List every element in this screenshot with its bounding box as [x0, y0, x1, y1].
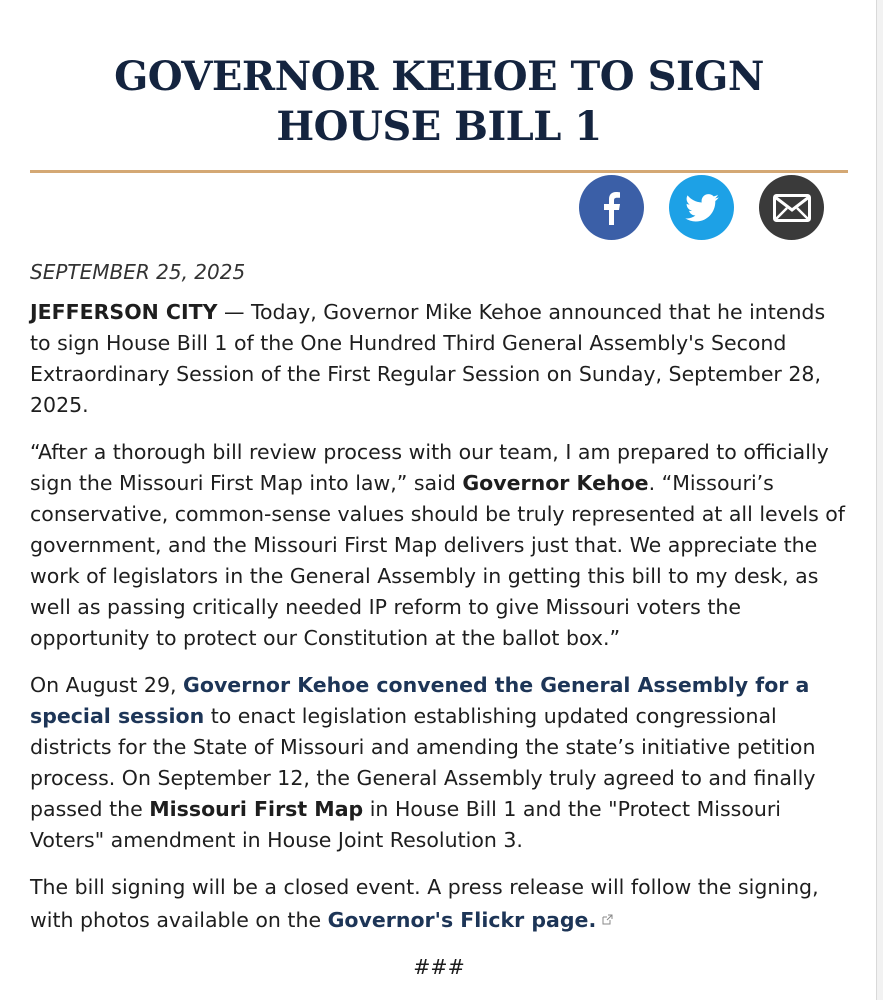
paragraph-2-text-a: “After a thorough bill review process with our team, I am prepared to officially sign the Missouri First Map into law,” said	[30, 440, 829, 495]
paragraph-3-text-c: in House Bill 1 and the "Protect Missouri Voters" amendment in House Joint Resolution 3.	[30, 797, 781, 852]
twitter-icon	[685, 194, 719, 222]
paragraph-4	[30, 872, 848, 936]
share-bar	[30, 175, 848, 240]
end-mark: ###	[413, 955, 465, 979]
scrollbar[interactable]	[876, 0, 883, 1000]
governor-name: Governor Kehoe	[462, 471, 649, 495]
facebook-icon	[597, 191, 627, 225]
special-session-link[interactable]: Governor Kehoe convened the General Assembly for a special session	[30, 673, 810, 728]
paragraph-2	[30, 437, 848, 654]
share-twitter-button[interactable]	[669, 175, 734, 240]
page-title: GOVERNOR KEHOE TO SIGN HOUSE BILL 1	[114, 53, 764, 150]
paragraph-4-text: The bill signing will be a closed event. A press release will follow the signing, with photos available on the	[30, 875, 819, 932]
paragraph-1	[30, 297, 848, 421]
paragraph-2-text-b: . “Missouri’s conservative, common-sense values should be truly represented at all levels of government, and the Missouri First Map delivers just that. We appreciate the work of legislators in the General Assembly in getting this bill to my desk, as well as passing critically needed IP reform to give Missouri voters the opportunity to protect our Constitution at the ballot box.”	[30, 471, 846, 650]
paragraph-3-text-a: On August 29,	[30, 673, 184, 697]
share-facebook-button[interactable]	[579, 175, 644, 240]
publish-date: SEPTEMBER 25, 2025	[30, 260, 246, 284]
email-icon	[773, 194, 811, 222]
article	[30, 0, 848, 983]
paragraph-3	[30, 670, 848, 856]
external-link-icon	[602, 903, 613, 934]
flickr-page-link[interactable]: Governor's Flickr page.	[327, 908, 597, 932]
title-divider	[30, 170, 848, 173]
missouri-first-map: Missouri First Map	[149, 797, 364, 821]
paragraph-1-text: — Today, Governor Mike Kehoe announced that he intends to sign House Bill 1 of the One Hundred Third General Assembly's Second Extraordinary Session of the First Regular Session on Sunday, September 28, 2025.	[30, 300, 826, 417]
dateline: JEFFERSON CITY	[30, 300, 218, 324]
paragraph-3-text-b: to enact legislation establishing updated congressional districts for the State of Missouri and amending the state’s initiative petition process. On September 12, the General Assembly truly agreed to and finally passed the	[30, 704, 816, 821]
share-email-button[interactable]	[759, 175, 824, 240]
